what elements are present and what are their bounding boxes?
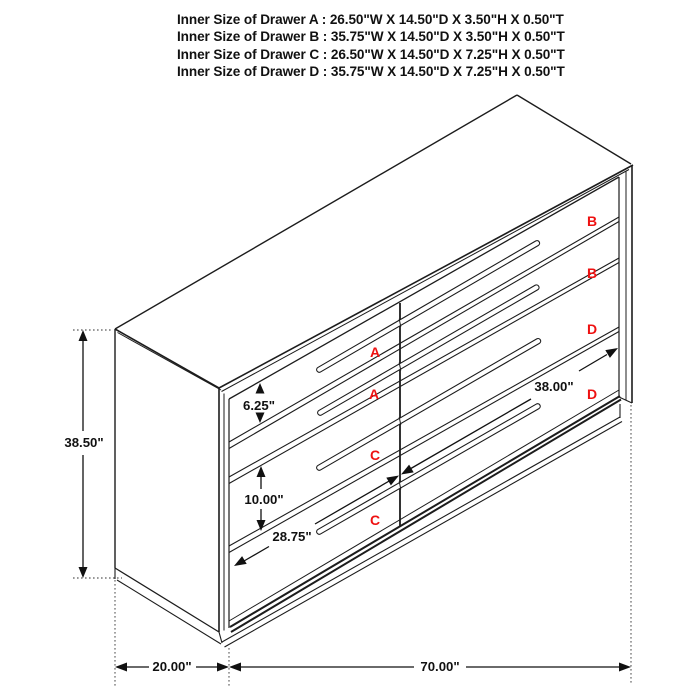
arrow-left-icon <box>229 663 241 672</box>
arrow-up-icon <box>256 383 265 394</box>
large-drawer-height-value: 10.00" <box>244 492 284 507</box>
overall-depth-value: 20.00" <box>152 659 192 674</box>
arrow-up-right-icon <box>605 348 618 358</box>
overall-width-value: 70.00" <box>420 659 460 674</box>
spec-line-drawer-a: Inner Size of Drawer A : 26.50"W X 14.50"D X 3.50"H X 0.50"T <box>177 12 564 27</box>
drawer-label-a1: A <box>369 344 381 360</box>
front-right-stile <box>619 165 632 403</box>
dimension-overall-height <box>64 330 122 578</box>
arrow-right-icon <box>217 663 229 672</box>
cabinet-left-side <box>115 329 221 644</box>
spec-line-drawer-d: Inner Size of Drawer D : 35.75"W X 14.50"D X 7.25"H X 0.50"T <box>177 63 565 79</box>
drawer-label-b2: B <box>586 265 598 281</box>
drawer-label-c1: C <box>369 447 381 463</box>
dimension-overall-depth <box>115 580 229 688</box>
arrow-up-icon <box>79 330 88 341</box>
arrow-down-left-icon <box>401 465 414 475</box>
arrow-down-icon <box>256 413 265 424</box>
drawer-label-c2: C <box>369 512 381 528</box>
drawer-handle <box>316 338 542 472</box>
cabinet-plinth <box>219 404 622 647</box>
overall-height-value: 38.50" <box>64 435 104 450</box>
arrow-down-icon <box>79 567 88 578</box>
drawer-label-d2: D <box>586 386 598 402</box>
dimension-large-drawer-height <box>244 466 283 531</box>
drawer-label-a2: A <box>368 386 380 402</box>
drawer-handles <box>316 240 542 536</box>
spec-line-drawer-c: Inner Size of Drawer C : 26.50"W X 14.50"D X 7.25"H X 0.50"T <box>177 46 565 62</box>
arrow-left-icon <box>115 663 127 672</box>
small-drawer-height-value: 6.25" <box>243 398 275 413</box>
arrow-right-icon <box>619 663 631 672</box>
right-drawer-width-value: 38.00" <box>534 379 574 394</box>
front-left-stile <box>219 388 229 632</box>
left-drawer-width-value: 28.75" <box>272 529 312 544</box>
spec-line-drawer-b: Inner Size of Drawer B : 35.75"W X 14.50"D X 3.50"H X 0.50"T <box>177 29 565 45</box>
dimension-overall-width <box>229 405 631 684</box>
drawer-label-b1: B <box>586 213 598 229</box>
drawer-label-d1: D <box>586 321 598 337</box>
